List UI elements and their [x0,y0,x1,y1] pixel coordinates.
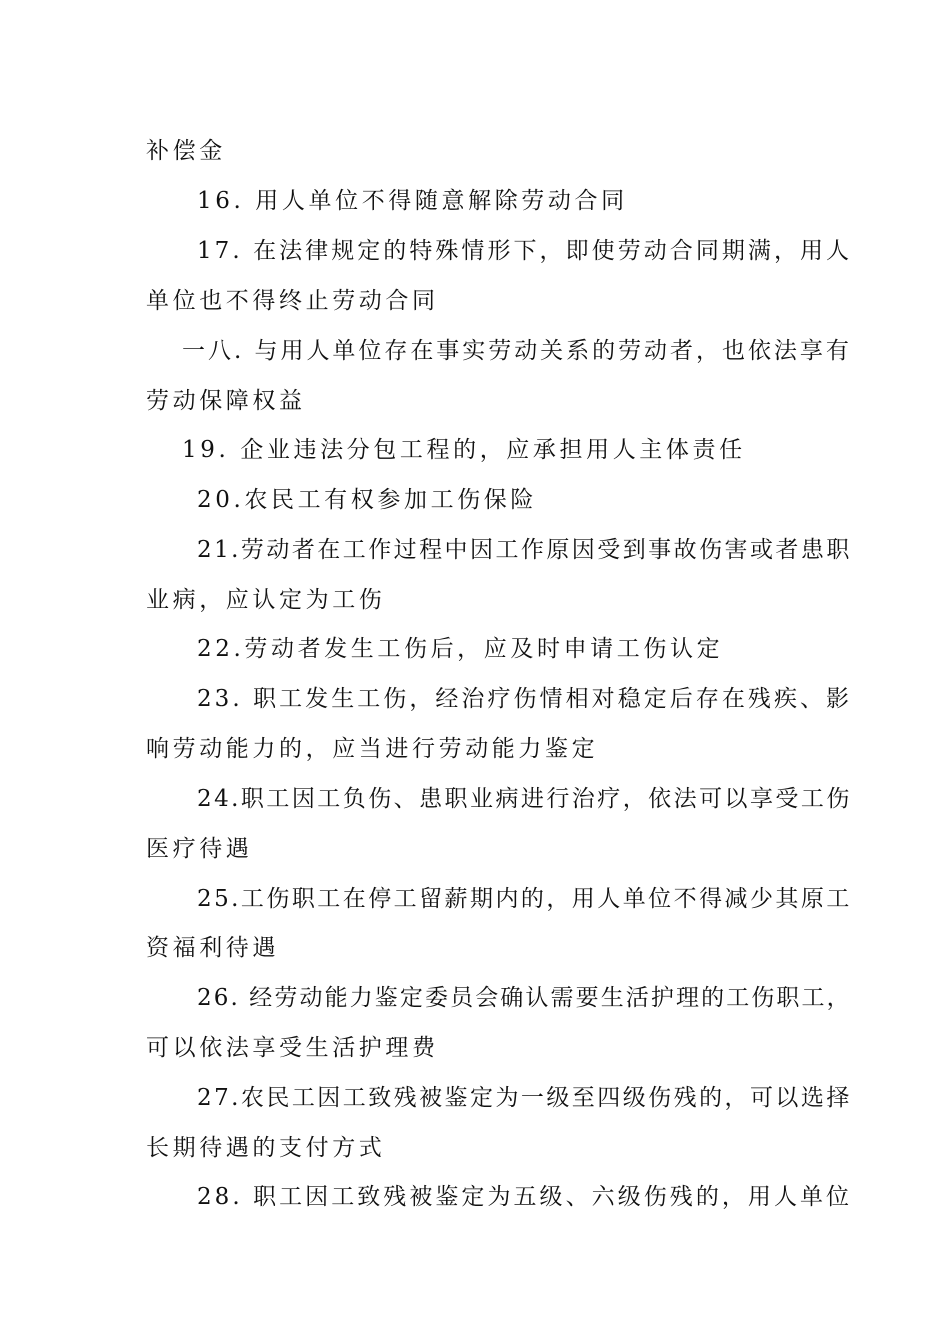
text-line: 单位也不得终止劳动合同 [146,288,439,314]
text-line: 27.农民工因工致残被鉴定为一级至四级伤残的，可以选择 [197,1085,852,1111]
text-line: 26. 经劳动能力鉴定委员会确认需要生活护理的工伤职工， [197,985,852,1011]
text-line: 劳动保障权益 [146,388,306,414]
text-line: 19. 企业违法分包工程的，应承担用人主体责任 [182,437,746,463]
text-line: 长期待遇的支付方式 [146,1135,386,1161]
text-line: 17. 在法律规定的特殊情形下，即使劳动合同期满，用人 [197,238,853,264]
text-line: 一八. 与用人单位存在事实劳动关系的劳动者，也依法享有 [182,338,852,364]
text-line: 可以依法享受生活护理费 [146,1035,439,1061]
text-line: 资福利待遇 [146,935,279,961]
text-line: 20.农民工有权参加工伤保险 [197,487,537,513]
text-line: 25.工伤职工在停工留薪期内的，用人单位不得减少其原工 [197,886,852,912]
text-line: 补偿金 [146,138,226,164]
text-line: 28. 职工因工致残被鉴定为五级、六级伤残的，用人单位 [197,1184,853,1210]
text-line: 响劳动能力的，应当进行劳动能力鉴定 [146,736,599,762]
text-line: 业病，应认定为工伤 [146,587,386,613]
text-line: 24.职工因工负伤、患职业病进行治疗，依法可以享受工伤 [197,786,852,812]
text-line: 医疗待遇 [146,836,253,862]
text-line: 21.劳动者在工作过程中因工作原因受到事故伤害或者患职 [197,537,852,563]
text-line: 22.劳动者发生工伤后，应及时申请工伤认定 [197,636,724,662]
text-line: 16. 用人单位不得随意解除劳动合同 [197,188,628,214]
text-line: 23. 职工发生工伤，经治疗伤情相对稳定后存在残疾、影 [197,686,853,712]
